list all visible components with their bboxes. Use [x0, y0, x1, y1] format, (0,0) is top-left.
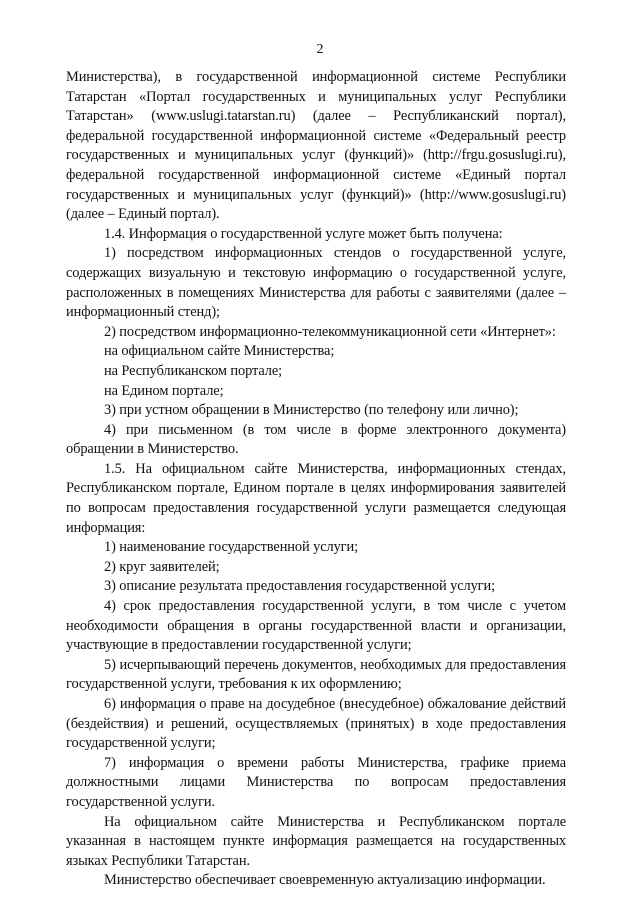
paragraph-1-5: 1.5. На официальном сайте Министерства, информационных стендах, Республиканском портале, Едином портале в целях информирования заявителей по вопросам предоставления государственной услуги размещается следующая информация:: [66, 460, 566, 536]
paragraph-continuation: Министерства), в государственной информационной системе Республики Татарстан «Портал государственных и муниципальных услуг Республики Татарстан» (www.uslugi.tatarstan.ru) (далее – Республиканский портал), федеральной государственной информационной системе «Федеральный реестр государственных и муниципальных услуг (функций)» (http://frgu.gosuslugi.ru), федеральной государственной информационной системе «Единый портал государственных и муниципальных услуг (функций)» (http://www.gosuslugi.ru) (далее – Единый портал).: [66, 69, 566, 223]
paragraph-languages: На официальном сайте Министерства и Республиканском портале указанная в настоящем пункте информация размещается на государственных языках Республики Татарстан.: [66, 813, 566, 869]
list-item-1-4-1: 1) посредством информационных стендов о государственной услуге, содержащих визуальную и текстовую информацию о государственной услуге, расположенных в помещениях Министерства для работы с заявителями (далее – информационный стенд);: [66, 245, 566, 321]
list-item-1-5-7: 7) информация о времени работы Министерства, графике приема должностными лицами Министерства по вопросам предоставления государственной услуги.: [66, 754, 566, 810]
list-item-1-5-1: 1) наименование государственной услуги;: [104, 539, 358, 556]
page-number: 2: [316, 42, 324, 57]
document-body: [66, 68, 566, 891]
list-item-1-4-3: 3) при устном обращении в Министерство (по телефону или лично);: [104, 402, 519, 419]
list-item-1-4-2: 2) посредством информационно-телекоммуникационной сети «Интернет»:: [104, 323, 556, 340]
sub-item-official-site: на официальном сайте Министерства;: [104, 343, 335, 360]
list-item-1-5-2: 2) круг заявителей;: [104, 558, 220, 575]
list-item-1-5-5: 5) исчерпывающий перечень документов, необходимых для предоставления государственной услуги, требования к их оформлению;: [66, 656, 566, 693]
paragraph-1-4: 1.4. Информация о государственной услуге может быть получена:: [104, 225, 503, 242]
sub-item-unified-portal: на Едином портале;: [104, 382, 224, 399]
sub-item-republic-portal: на Республиканском портале;: [104, 362, 283, 379]
list-item-1-5-4: 4) срок предоставления государственной услуги, в том числе с учетом необходимости обращения в органы государственной власти и организации, участвующие в предоставлении государственной услуги;: [66, 598, 566, 654]
list-item-1-4-4: 4) при письменном (в том числе в форме электронного документа) обращении в Министерство.: [66, 421, 566, 458]
paragraph-actualization: Министерство обеспечивает своевременную актуализацию информации.: [104, 872, 546, 889]
list-item-1-5-3: 3) описание результата предоставления государственной услуги;: [104, 578, 495, 595]
list-item-1-5-6: 6) информация о праве на досудебное (внесудебное) обжалование действий (бездействия) и решений, осуществляемых (принятых) в ходе предоставления государственной услуги;: [66, 696, 566, 752]
